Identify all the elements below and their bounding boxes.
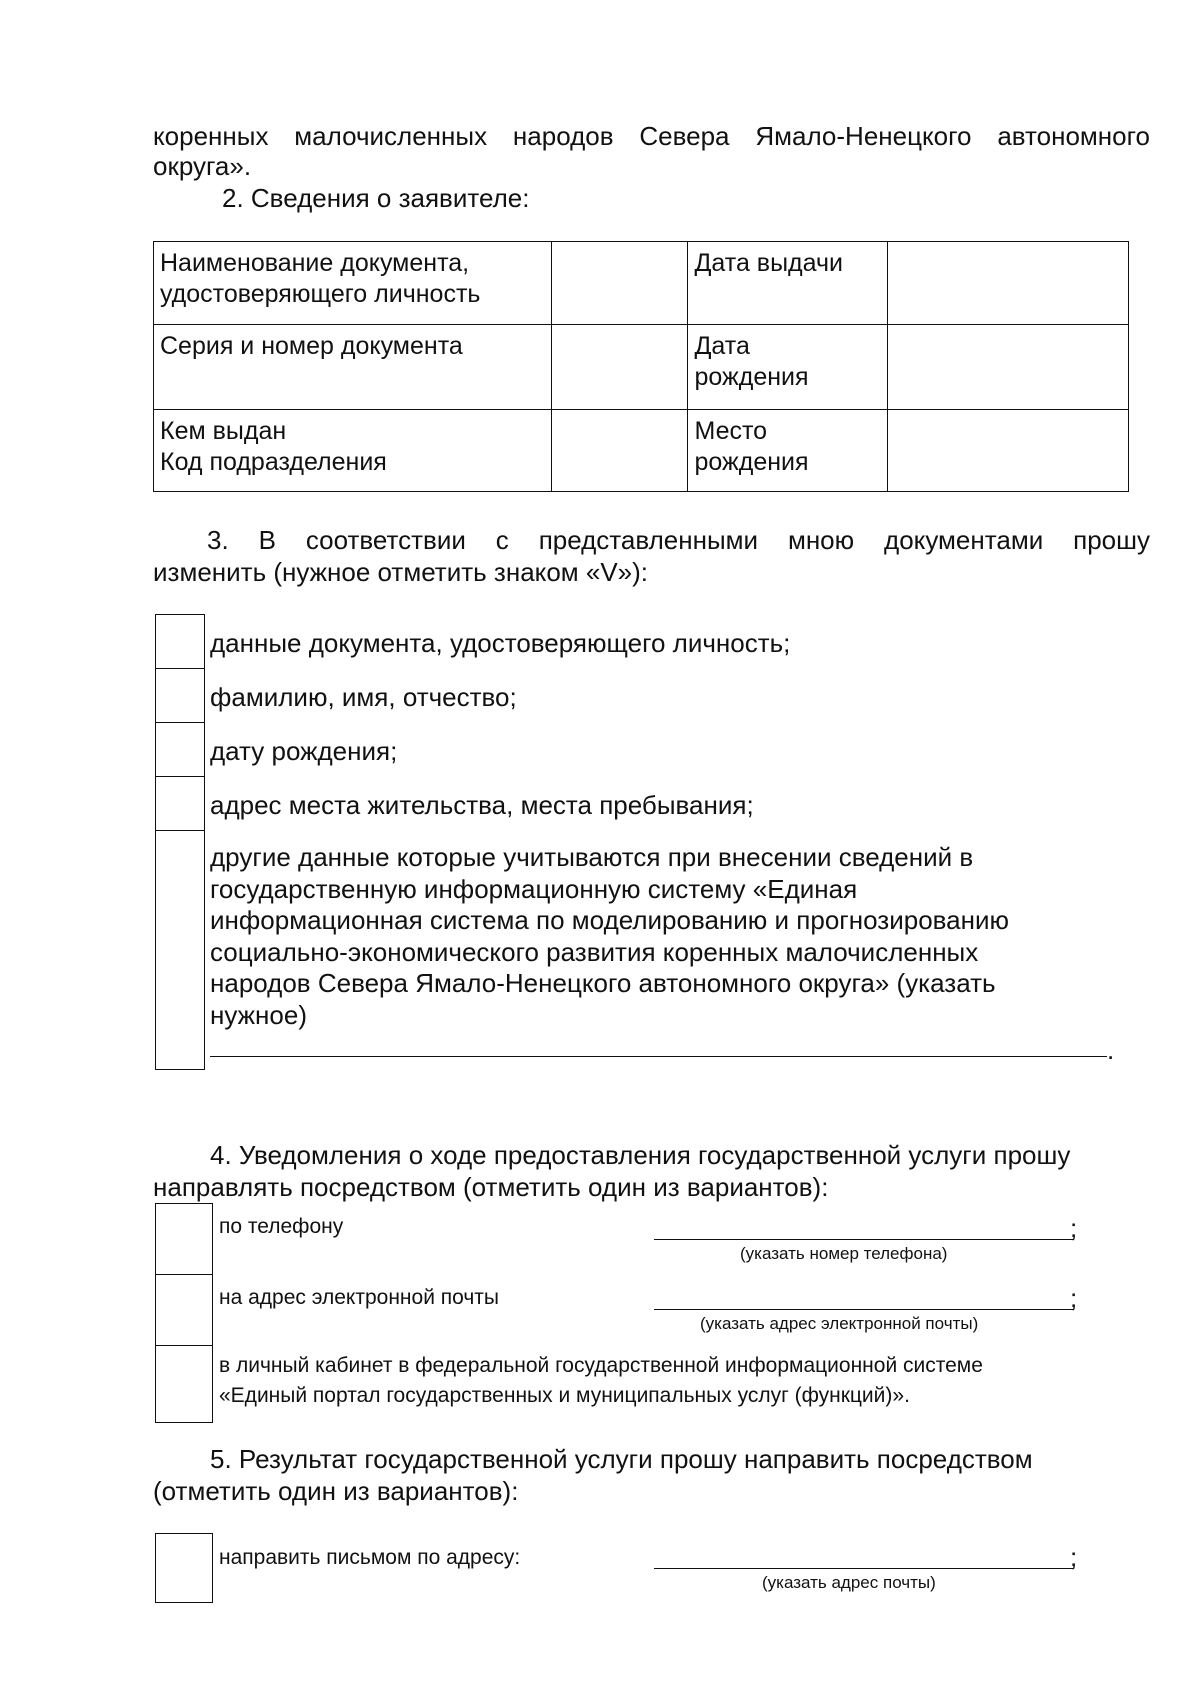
section-2-title: 2. Сведения о заявителе: — [222, 183, 530, 213]
checkbox-change-doc-data[interactable] — [155, 614, 205, 669]
email-hint: (указать адрес электронной почты) — [700, 1314, 979, 1333]
section-3-line-2: изменить (нужное отметить знаком «V»): — [153, 557, 649, 587]
intro-line-1: коренных малочисленных народов Севера Ямало-Ненецкого автономного — [153, 121, 1150, 151]
checkbox-notify-cabinet[interactable] — [155, 1345, 213, 1423]
table-row — [154, 242, 1129, 325]
table-row — [154, 325, 1129, 410]
checkbox-change-other[interactable] — [155, 830, 205, 1070]
result-letter-label: направить письмом по адресу: — [219, 1546, 521, 1569]
issue-date-value-field[interactable] — [888, 242, 1129, 325]
doc-name-label: Наименование документа, удостоверяющего личность — [154, 242, 552, 325]
issue-date-label: Дата выдачи — [688, 242, 888, 325]
birth-date-label: Дата рождения — [688, 325, 888, 410]
section-5-line-2: (отметить один из вариантов): — [153, 1476, 519, 1506]
section-4-line-1: 4. Уведомления о ходе предоставления государственной услуги прошу — [210, 1140, 1071, 1170]
notify-cabinet-label: в личный кабинет в федеральной государственной информационной системе «Единый портал государственных и муниципальных услуг (функций)». — [219, 1354, 983, 1407]
phone-end-mark: ; — [1070, 1213, 1078, 1243]
section-5-line-1: 5. Результат государственной услуги прошу направить посредством — [210, 1444, 1033, 1474]
option-other: другие данные которые учитываются при внесении сведений в государственную информационную систему «Единая информационная система по моделированию и прогнозированию социально-экономического развития коренных малочисленных народов Севера Ямало-Ненецкого автономного округа» (указать нужное) — [210, 842, 1010, 1030]
table-row — [154, 410, 1129, 492]
email-input-line[interactable] — [654, 1309, 1074, 1310]
issued-by-label: Кем выдан Код подразделения — [154, 410, 552, 492]
email-end-mark: ; — [1070, 1283, 1078, 1313]
phone-input-line[interactable] — [654, 1239, 1074, 1240]
checkbox-change-name[interactable] — [155, 668, 205, 723]
intro-line-2: округа». — [153, 151, 252, 181]
postal-hint: (указать адрес почты) — [762, 1573, 936, 1592]
checkbox-change-address[interactable] — [155, 776, 205, 831]
option-doc-data: данные документа, удостоверяющего личность; — [210, 628, 791, 658]
postal-end-mark: ; — [1070, 1542, 1078, 1572]
checkbox-notify-phone[interactable] — [155, 1203, 213, 1275]
notify-email-label: на адрес электронной почты — [219, 1286, 500, 1309]
birth-place-value-field[interactable] — [888, 410, 1129, 492]
section-3-line-1: 3. В соответствии с представленными мною документами прошу — [207, 525, 1150, 555]
doc-number-value-field[interactable] — [551, 325, 688, 410]
applicant-info-table — [153, 241, 1129, 492]
checkbox-change-birth-date[interactable] — [155, 722, 205, 777]
postal-address-input-line[interactable] — [654, 1568, 1074, 1569]
birth-place-label: Место рождения — [688, 410, 888, 492]
end-mark: . — [1107, 1035, 1115, 1065]
option-name: фамилию, имя, отчество; — [210, 682, 517, 712]
checkbox-notify-email[interactable] — [155, 1274, 213, 1346]
doc-name-value-field[interactable] — [551, 242, 688, 325]
other-data-input-line[interactable] — [210, 1056, 1107, 1057]
option-birth-date: дату рождения; — [210, 736, 398, 766]
birth-date-value-field[interactable] — [888, 325, 1129, 410]
issued-by-value-field[interactable] — [551, 410, 688, 492]
phone-hint: (указать номер телефона) — [740, 1244, 948, 1263]
doc-number-label: Серия и номер документа — [154, 325, 552, 410]
notify-phone-label: по телефону — [219, 1215, 344, 1238]
option-address: адрес места жительства, места пребывания; — [210, 790, 754, 820]
section-4-line-2: направлять посредством (отметить один из вариантов): — [153, 1172, 829, 1202]
checkbox-result-letter[interactable] — [155, 1533, 213, 1603]
